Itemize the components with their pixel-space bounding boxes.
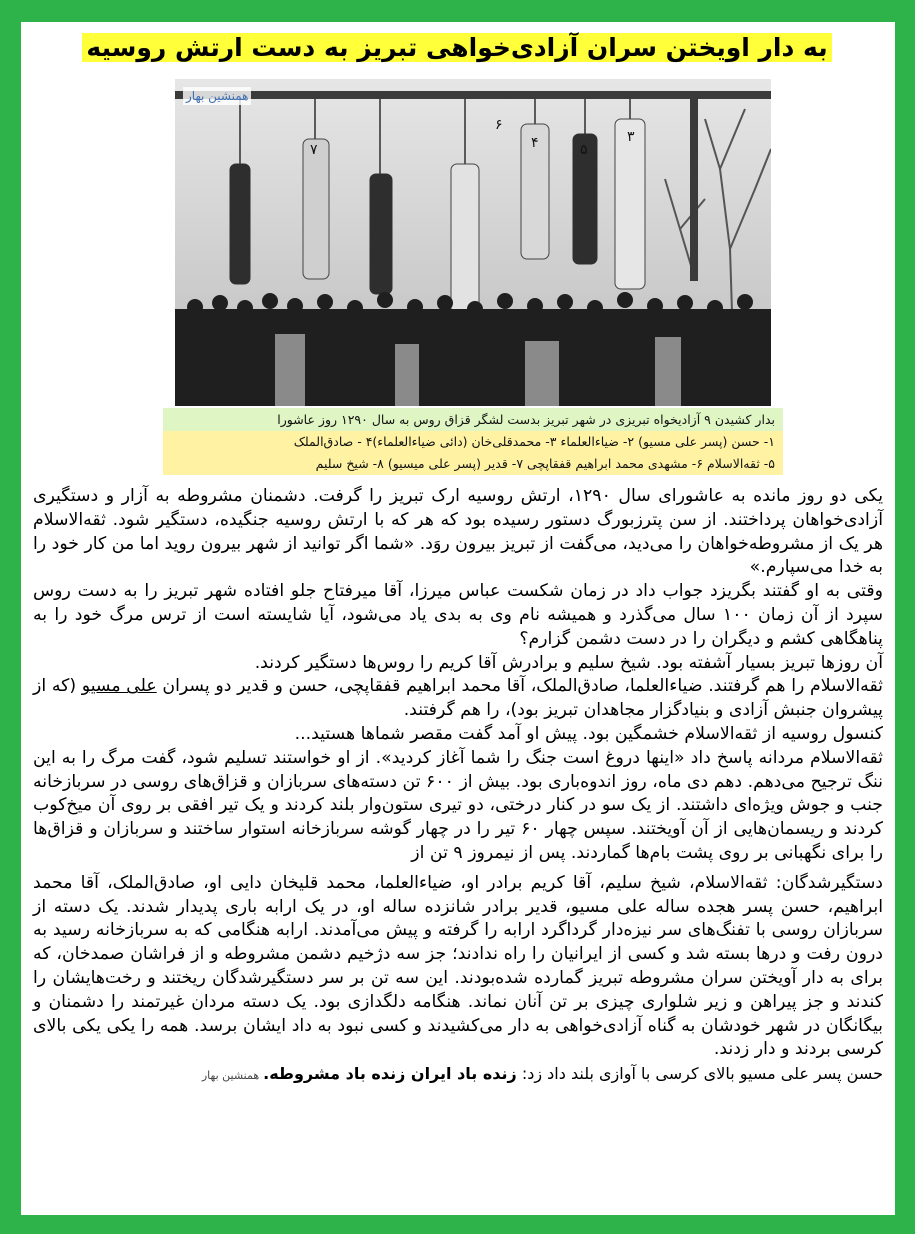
rope-tag: ۴ [531,135,539,151]
rope-tag: ۶ [495,117,503,133]
paragraph [33,675,883,723]
caption-line: ۱- حسن (پسر علی مسیو) ۲- ضیاءالعلماء ۳- محمدقلی‌خان (دائی ضیاءالعلماء)۴ - صادق‌الملک [163,431,783,453]
photo-watermark: همنشین بهار [183,87,251,105]
underlined-name: علی مسیو [81,676,157,697]
gallows-beam [175,91,771,99]
page-sheet [21,22,895,1215]
page-title [57,32,857,64]
rope-tag: ۵ [580,142,588,158]
hanging-scene-image [175,79,771,406]
paragraph: یکی دو روز مانده به عاشورای سال ۱۲۹۰، ارتش روسیه ارک تبریز را گرفت. دشمنان مشروطه به آزار و دستگیری آزادی‌خواهان پرداختند. از سن پترزبورگ دستور رسیده بود که هر که با ارتش روسیه جنگیده، دستگیر شود. ثقه‌الاسلام هر یک از مشروطه‌خواهان را می‌دید، می‌گفت از تبریز بیرون روَد. «شما اگر توانید از شهر بیرون روید اما من کار خود را به خدا می‌سپارم.» [33,486,884,578]
slogan: زنده باد ایران زنده باد مشروطه. [263,1064,517,1084]
closing-line [33,1062,883,1088]
paragraph-text: ثقه‌الاسلام را هم گرفتند. ضیاءالعلما، صادق‌الملک، آقا محمد ابراهیم قفقاپچی، حسن و قدیر دو پسران [156,676,883,697]
rope-tag: ۷ [310,142,318,158]
paragraph: ثقه‌الاسلام مردانه پاسخ داد «اینها دروغ است جنگ را شما آغاز کردید». از او خواستند تسلیم شود، گفت مرگ را به این ننگ ترجیح می‌دهم. دهم دی ماه، روز اندوه‌باری بود. بیش از ۶۰۰ تن دسته‌های سربازان و قزاق‌های روسی در سربازخانه جنب و جوش ویژه‌ای داشتند. از یک سو در کنار درختی، دو تیری ستون‌وار بلند کردند و یک تیر افقی بر روی آن میخ‌کوب کردند و ریسمان‌هایی از آن آویختند. سپس چهار ۶۰ تیر را در چهار گوشه سربازخانه استوار ساختند و سربازان و قزاق‌ها را برای نگهبانی بر روی پشت بام‌ها گماردند. پس از نیمروز ۹ تن از [33,747,883,863]
caption-line: بدار کشیدن ۹ آزادیخواه تبریزی در شهر تبریز بدست لشگر قزاق روس به سال ۱۲۹۰ روز عاشورا [163,408,783,431]
caption-line: ۵- ثقه‌الاسلام ۶- مشهدی محمد ابراهیم قفقاپچی ۷- قدیر (پسر علی میسیو) ۸- شیخ سلیم [163,453,783,475]
article-body [33,485,883,1088]
paragraph: کنسول روسیه از ثقه‌الاسلام خشمگین بود. پیش او آمد گفت مقصر شماها هستید... [294,723,883,744]
signature: همنشین بهار [201,1069,260,1083]
paragraph: دستگیرشدگان: ثقه‌الاسلام، شیخ سلیم، آقا کریم برادر او، ضیاءالعلما، محمد قلیخان دایی او، صادق‌الملک، آقا محمد ابراهیم، حسن پسر هجده ساله علی مسیو، قدیر برادر شانزده ساله او، در یک ارابه باری پدیدار شدند. یک دسته از سربازان روسی با تفنگ‌های سر نیزه‌دار گرداگرد ارابه را گرفته و پیش می‌آمدند. ارابه هنگامی که به سربازخانه رسید به درون رفت و درها بسته شد و کسی از ایرانیان را راه ندادند؛ جز سه دژخیم دشمن مشروطه و از فراشان صمدخان، که برای به دار آویختن سران مشروطه تبریز گمارده شده‌بودند. این سه تن بر سر دستگیرشدگان ریختند و رخت‌هایشان را کندند و جز پیراهن و زیر شلواری چیزی بر تن آنان نماند. هنگامه دلگدازی بود. یک دسته مردان غیرتمند را دشمنان و بیگانگان در شهر خودشان به گناه آزادی‌خواهی به دار می‌کشیدند و کسی نبود به داد ایشان برسد. همه را یکی یکی بالای کرسی بردند و دار زدند. [33,872,883,1060]
paragraph-text: حسن پسر علی مسیو بالای کرسی با آوازی بلند داد زد: [516,1064,883,1084]
historical-photo [175,79,771,406]
gallows-post [690,91,698,281]
rope-tag: ۳ [627,129,635,145]
page-title-text: به دار اویختن سران آزادی‌خواهی تبریز به دست ارتش روسیه [82,33,831,62]
paragraph-text: (که از پیشروان جنبش آزادی و بنیادگزار مجاهدان تبریز بود)، را هم گرفتند. [33,676,883,721]
crowd [175,292,771,406]
paragraph: وقتی به او گفتند بگریزد جواب داد در زمان شکست عباس میرزا، آقا میرفتاح جلو افتاده شهر تبریز را به دست روس سپرد از آن زمان ۱۰۰ سال می‌گذرد و همیشه نام وی به بدی یاد می‌شود، آیا شایسته است از ترس مرگ خود را به پناهگاهی کشم و دیگران را در دست دشمن گزارم؟ [33,581,883,649]
photo-caption [163,408,783,475]
paragraph: آن روزها تبریز بسیار آشفته بود. شیخ سلیم و برادرش آقا کریم را روس‌ها دستگیر کردند. [254,652,883,673]
